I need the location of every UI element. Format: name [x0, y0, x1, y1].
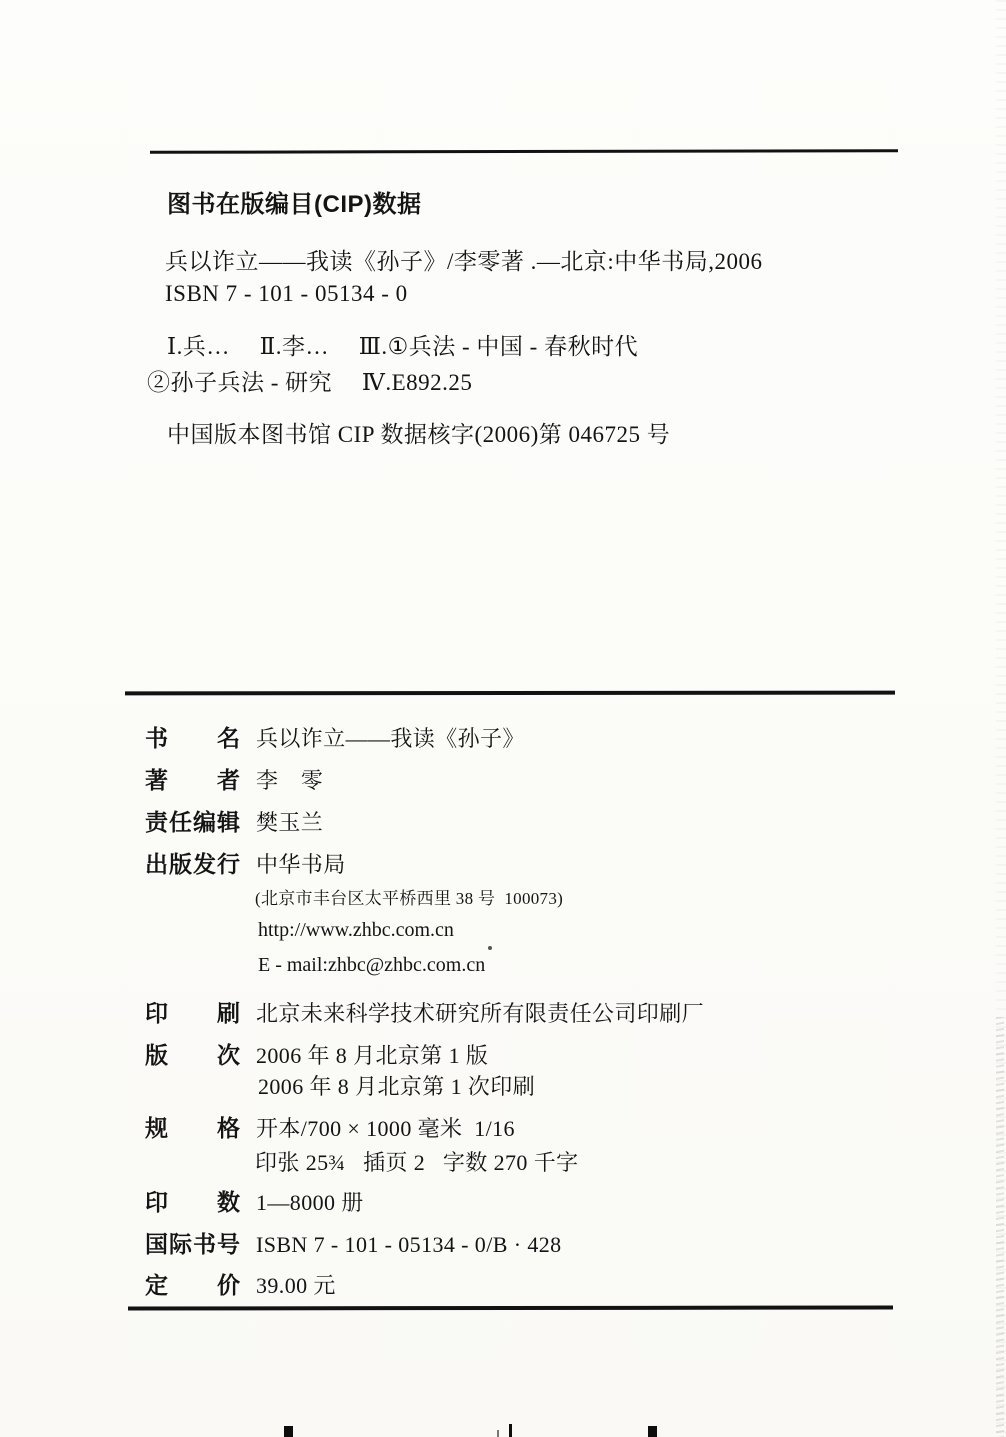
row-price — [145, 1267, 336, 1300]
cip-classification-line-2: ②孙子兵法 - 研究 Ⅳ.E892.25 — [147, 370, 473, 395]
field-label: 印刷 — [145, 1000, 240, 1026]
cip-record-number-line: 中国版本图书馆 CIP 数据核字(2006)第 046725 号 — [167, 422, 671, 447]
field-label: 著者 — [145, 767, 240, 793]
field-value: 樊玉兰 — [256, 810, 324, 835]
bottom-divider-rule — [128, 1305, 893, 1310]
sheets-wordcount-line: 印张 25¾ 插页 2 字数 270 千字 — [255, 1150, 579, 1175]
row-editor — [145, 804, 323, 837]
field-label: 责任编辑 — [145, 809, 240, 835]
printing-line: 2006 年 8 月北京第 1 次印刷 — [258, 1074, 536, 1099]
row-edition — [145, 1037, 488, 1070]
row-book-title — [145, 720, 525, 753]
field-value: 1—8000 册 — [256, 1190, 364, 1215]
publisher-website: http://www.zhbc.com.cn — [258, 919, 454, 941]
field-value: 2006 年 8 月北京第 1 版 — [256, 1043, 489, 1068]
page-bottom-scan-mark — [284, 1426, 293, 1437]
row-printer — [145, 995, 704, 1028]
scan-artifact-dot — [488, 946, 492, 950]
field-label: 版次 — [145, 1042, 240, 1068]
page-bottom-scan-mark — [648, 1426, 657, 1437]
field-value: 李 零 — [256, 768, 324, 793]
field-value: 中华书局 — [256, 852, 346, 877]
row-isbn — [145, 1226, 562, 1259]
field-label: 书名 — [145, 725, 240, 751]
field-label: 规格 — [145, 1115, 240, 1141]
row-publisher — [145, 846, 346, 879]
field-label: 出版发行 — [145, 851, 240, 877]
middle-divider-rule — [125, 691, 895, 696]
field-value: 兵以诈立——我读《孙子》 — [256, 726, 525, 751]
page-bottom-scan-mark — [497, 1430, 499, 1437]
cip-heading: 图书在版编目(CIP)数据 — [167, 191, 422, 218]
row-print-run — [145, 1184, 364, 1217]
cip-isbn-line: ISBN 7 - 101 - 05134 - 0 — [165, 281, 408, 306]
field-label: 国际书号 — [145, 1231, 240, 1257]
cip-title-line: 兵以诈立——我读《孙子》/李零著 .—北京:中华书局,2006 — [165, 249, 763, 274]
cip-classification-line-1: Ⅰ.兵… Ⅱ.李… Ⅲ.①兵法 - 中国 - 春秋时代 — [167, 334, 639, 359]
field-value: 北京未来科学技术研究所有限责任公司印刷厂 — [256, 1001, 705, 1026]
field-value: 开本/700 × 1000 毫米 1/16 — [256, 1116, 515, 1141]
publisher-address: (北京市丰台区太平桥西里 38 号 100073) — [255, 889, 564, 908]
row-format — [145, 1110, 515, 1143]
publisher-email: E - mail:zhbc@zhbc.com.cn — [258, 954, 486, 976]
top-divider-rule — [150, 149, 898, 154]
field-value: 39.00 元 — [256, 1273, 336, 1298]
page-bottom-scan-mark — [509, 1424, 512, 1437]
scan-edge-noise-bottom — [996, 1017, 1004, 1437]
field-label: 印数 — [145, 1189, 240, 1215]
field-value: ISBN 7 - 101 - 05134 - 0/B · 428 — [256, 1232, 562, 1257]
row-author — [145, 762, 323, 795]
field-label: 定价 — [145, 1272, 240, 1298]
